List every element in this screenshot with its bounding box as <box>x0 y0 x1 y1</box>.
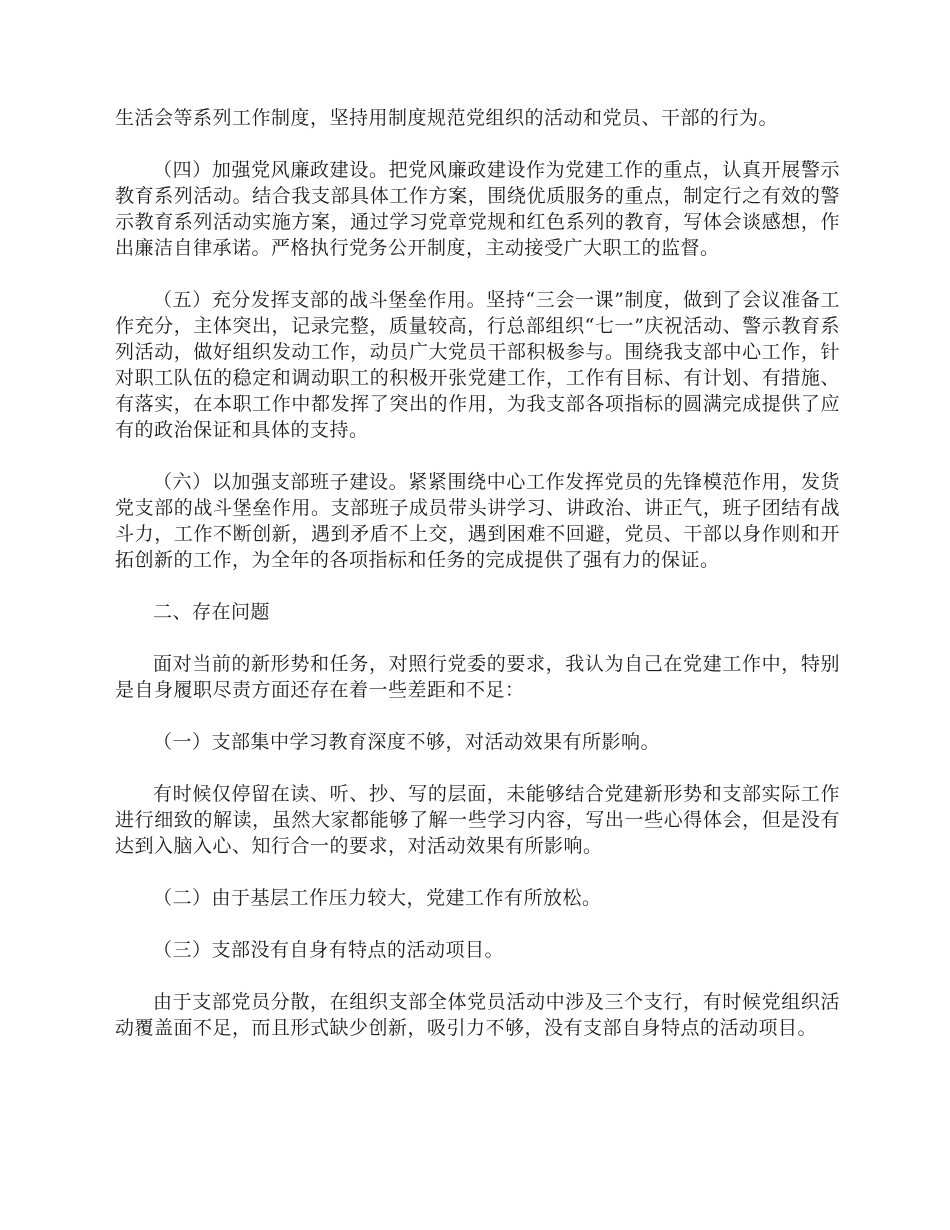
paragraph-section-5: （五）充分发挥支部的战斗堡垒作用。坚持“三会一课”制度，做到了会议准备工作充分，主体突出，记录完整，质量较高，行总部组织“七一”庆祝活动、警示教育系列活动，做好组织发动工作，动员广大党员干部积极参与。围绕我支部中心工作，针对职工队伍的稳定和调动职工的积极开张党建工作，工作有目标、有计划、有措施、有落实，在本职工作中都发挥了突出的作用，为我支部各项指标的圆满完成提供了应有的政治保证和具体的支持。 <box>115 289 840 441</box>
paragraph-problems-intro: 面对当前的新形势和任务，对照行党委的要求，我认为自己在党建工作中，特别是自身履职尽责方面还存在着一些差距和不足： <box>115 653 840 701</box>
paragraph-problem-1-detail: 有时候仅停留在读、听、抄、写的层面，未能够结合党建新形势和支部实际工作进行细致的解读，虽然大家都能够了解一些学习内容，写出一些心得体会，但是没有达到入脑入心、知行合一的要求，对活动效果有所影响。 <box>115 783 840 857</box>
document-page <box>115 105 840 1067</box>
paragraph-section-6: （六）以加强支部班子建设。紧紧围绕中心工作发挥党员的先锋模范作用，发货党支部的战斗堡垒作用。支部班子成员带头讲学习、讲政治、讲正气，班子团结有战斗力，工作不断创新，遇到矛盾不上交，遇到困难不回避，党员、干部以身作则和开拓创新的工作，为全年的各项指标和任务的完成提供了强有力的保证。 <box>115 471 840 571</box>
subheading-problem-2: （二）由于基层工作压力较大，党建工作有所放松。 <box>153 887 602 909</box>
paragraph-continuation: 生活会等系列工作制度，坚持用制度规范党组织的活动和党员、干部的行为。 <box>115 107 779 129</box>
subheading-problem-3: （三）支部没有自身有特点的活动项目。 <box>153 939 505 961</box>
paragraph-section-4: （四）加强党风廉政建设。把党风廉政建设作为党建工作的重点，认真开展警示教育系列活动。结合我支部具体工作方案，围绕优质服务的重点，制定行之有效的警示教育系列活动实施方案，通过学习党章党规和红色系列的教育，写体会谈感想，作出廉洁自律承诺。严格执行党务公开制度，主动接受广大职工的监督。 <box>115 159 840 259</box>
paragraph-problem-3-detail: 由于支部党员分散，在组织支部全体党员活动中涉及三个支行，有时候党组织活动覆盖面不足，而且形式缺少创新，吸引力不够，没有支部自身特点的活动项目。 <box>115 991 840 1039</box>
section-heading-problems: 二、存在问题 <box>153 601 271 623</box>
subheading-problem-1: （一）支部集中学习教育深度不够，对活动效果有所影响。 <box>153 731 661 753</box>
